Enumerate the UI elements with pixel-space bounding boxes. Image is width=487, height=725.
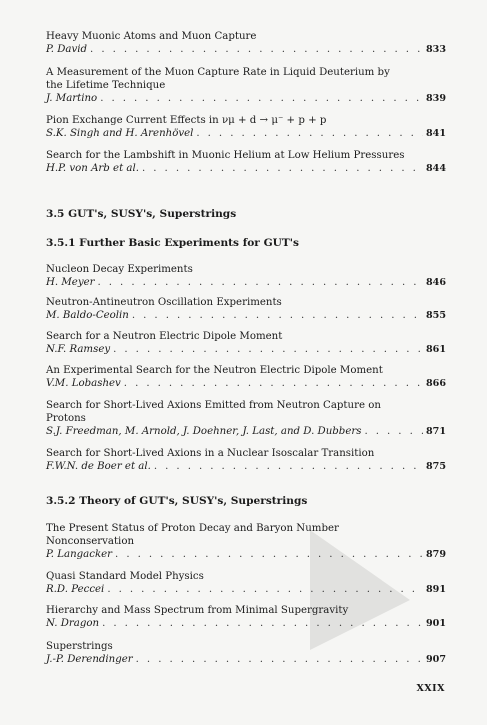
leader-dots	[115, 548, 423, 561]
entry-title: Neutron-Antineutron Oscillation Experiments	[46, 297, 282, 308]
section-heading-3-5: 3.5 GUT's, SUSY's, Superstrings	[46, 208, 237, 220]
entry-author-line	[46, 653, 447, 666]
section-heading-3-5-2: 3.5.2 Theory of GUT's, SUSY's, Superstrings	[46, 495, 308, 507]
leader-dots	[364, 425, 423, 438]
toc-entry[interactable]	[46, 640, 447, 666]
entry-authors: S.J. Freedman, M. Arnold, J. Doehner, J. Last, and D. Dubbers	[46, 426, 362, 437]
leader-dots	[97, 276, 423, 289]
entry-page-number: 833	[426, 44, 447, 55]
entry-title: The Present Status of Proton Decay and Baryon Number	[46, 523, 339, 534]
toc-entry[interactable]	[46, 149, 447, 175]
entry-page-number: 891	[426, 584, 447, 595]
entry-author-line	[46, 343, 447, 356]
entry-page-number: 866	[426, 378, 447, 389]
entry-title: Superstrings	[46, 641, 113, 652]
entry-title: Search for a Neutron Electric Dipole Moment	[46, 331, 283, 342]
entry-author-line	[46, 377, 447, 390]
entry-authors: N.F. Ramsey	[46, 344, 111, 355]
entry-title: the Lifetime Technique	[46, 80, 166, 91]
entry-author-line	[46, 43, 447, 56]
entry-authors: J. Martino	[46, 93, 98, 104]
entry-authors: V.M. Lobashev	[46, 378, 121, 389]
section-heading-3-5-1: 3.5.1 Further Basic Experiments for GUT's	[46, 237, 299, 249]
entry-page-number: 901	[426, 618, 447, 629]
entry-author-line	[46, 583, 447, 596]
toc-entry[interactable]	[46, 604, 447, 630]
toc-entry[interactable]	[46, 330, 447, 356]
entry-title: Search for Short-Lived Axions Emitted from Neutron Capture on	[46, 400, 381, 411]
entry-authors: P. David	[46, 44, 88, 55]
entry-authors: R.D. Peccei	[46, 584, 105, 595]
entry-page-number: 907	[426, 654, 447, 665]
leader-dots	[154, 460, 423, 473]
entry-author-line	[46, 617, 447, 630]
toc-entry[interactable]	[46, 364, 447, 390]
entry-authors: M. Baldo-Ceolin	[46, 310, 129, 321]
entry-authors: F.W.N. de Boer et al.	[46, 461, 151, 472]
toc-entry[interactable]	[46, 399, 447, 438]
toc-entry[interactable]	[46, 114, 447, 140]
entry-page-number: 879	[426, 549, 447, 560]
entry-page-number: 855	[426, 310, 447, 321]
entry-title: An Experimental Search for the Neutron Electric Dipole Moment	[46, 365, 383, 376]
leader-dots	[100, 92, 423, 105]
entry-title: Heavy Muonic Atoms and Muon Capture	[46, 31, 257, 42]
entry-page-number: 846	[426, 277, 447, 288]
leader-dots	[124, 377, 423, 390]
page-footer-number: XXIX	[416, 683, 445, 694]
entry-author-line	[46, 425, 447, 438]
leader-dots	[113, 343, 423, 356]
leader-dots	[132, 309, 423, 322]
entry-title: A Measurement of the Muon Capture Rate in Liquid Deuterium by	[46, 67, 390, 78]
entry-title: Search for the Lambshift in Muonic Helium at Low Helium Pressures	[46, 150, 405, 161]
leader-dots	[136, 653, 423, 666]
toc-entry[interactable]	[46, 296, 447, 322]
leader-dots	[102, 617, 423, 630]
entry-title: Quasi Standard Model Physics	[46, 571, 204, 582]
entry-author-line	[46, 276, 447, 289]
entry-page-number: 841	[426, 128, 447, 139]
entry-authors: H. Meyer	[46, 277, 95, 288]
entry-authors: S.K. Singh and H. Arenhövel	[46, 128, 194, 139]
entry-title: Search for Short-Lived Axions in a Nuclear Isoscalar Transition	[46, 448, 375, 459]
leader-dots	[107, 583, 423, 596]
toc-entry[interactable]	[46, 570, 447, 596]
entry-page-number: 861	[426, 344, 447, 355]
leader-dots	[90, 43, 423, 56]
entry-author-line	[46, 162, 447, 175]
toc-entry[interactable]	[46, 263, 447, 289]
entry-title: Hierarchy and Mass Spectrum from Minimal Supergravity	[46, 605, 349, 616]
entry-author-line	[46, 127, 447, 140]
entry-authors: J.-P. Derendinger	[46, 654, 133, 665]
toc-entry[interactable]	[46, 66, 447, 105]
entry-authors: N. Dragon	[46, 618, 100, 629]
entry-author-line	[46, 92, 447, 105]
toc-entry[interactable]	[46, 30, 447, 56]
leader-dots	[142, 162, 423, 175]
entry-author-line	[46, 548, 447, 561]
entry-title: Nonconservation	[46, 536, 135, 547]
entry-author-line	[46, 309, 447, 322]
entry-page-number: 871	[426, 426, 447, 437]
entry-page-number: 875	[426, 461, 447, 472]
leader-dots	[196, 127, 423, 140]
entry-title: Protons	[46, 413, 86, 424]
entry-authors: P. Langacker	[46, 549, 113, 560]
entry-title: Pion Exchange Current Effects in νμ + d → μ⁻ + p + p	[46, 115, 327, 126]
entry-page-number: 844	[426, 163, 447, 174]
entry-author-line	[46, 460, 447, 473]
entry-title: Nucleon Decay Experiments	[46, 264, 193, 275]
toc-entry[interactable]	[46, 447, 447, 473]
entry-authors: H.P. von Arb et al.	[46, 163, 139, 174]
toc-entry[interactable]	[46, 522, 447, 561]
entry-page-number: 839	[426, 93, 447, 104]
